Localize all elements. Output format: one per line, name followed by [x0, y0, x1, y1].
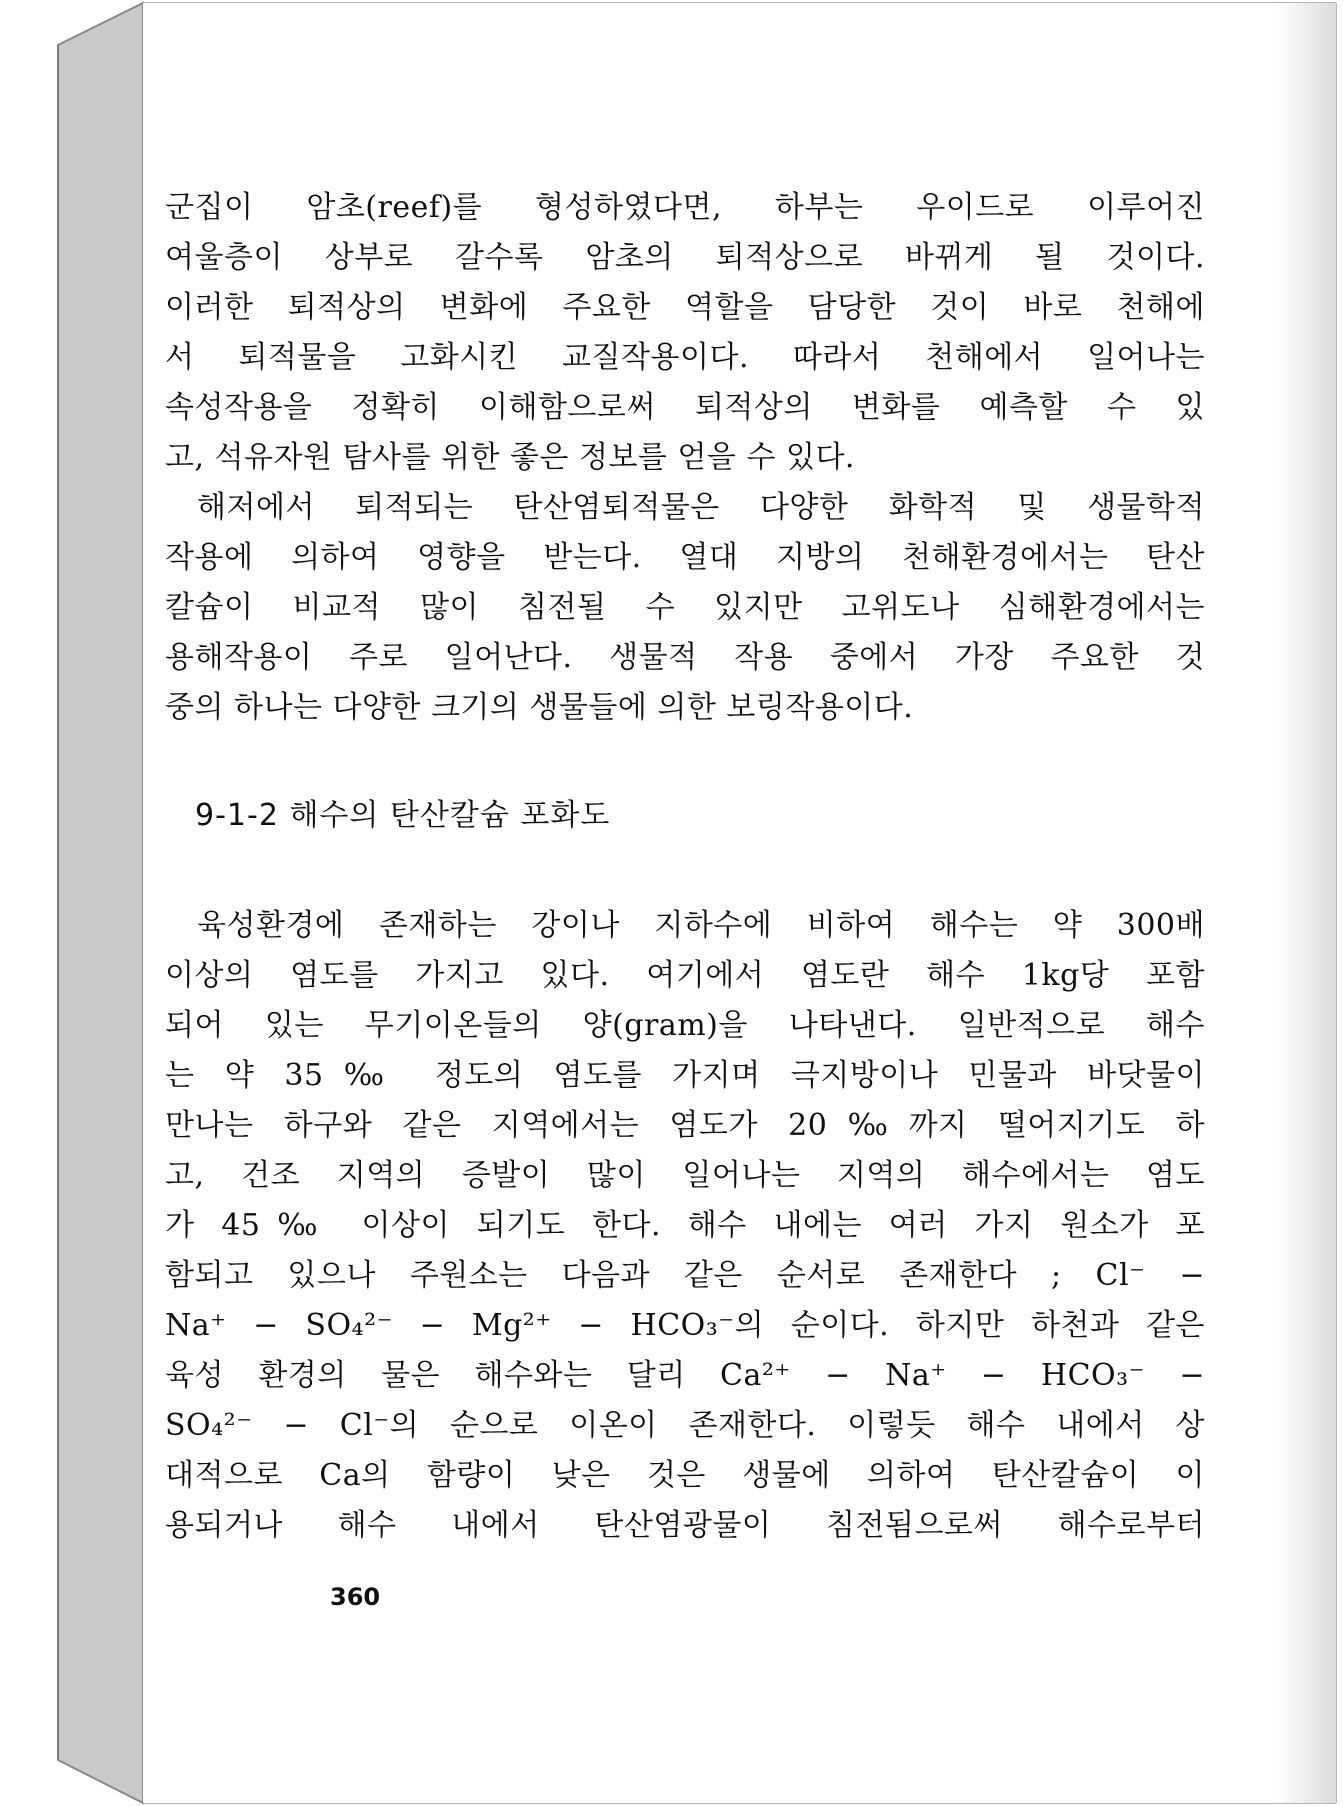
text-line: 중의 하나는 다양한 크기의 생물들에 의한 보링작용이다. — [165, 690, 914, 725]
text-line: 육성 환경의 물은 해수와는 달리 Ca²⁺ − Na⁺ − HCO₃⁻ − — [165, 1358, 1205, 1393]
page-number: 360 — [330, 1583, 381, 1611]
paragraph-3 — [165, 901, 1205, 1551]
text-line: 용해작용이 주로 일어난다. 생물적 작용 중에서 가장 주요한 것 — [165, 640, 1205, 675]
text-line: 속성작용을 정확히 이해함으로써 퇴적상의 변화를 예측할 수 있 — [165, 390, 1205, 425]
text-line: 칼슘이 비교적 많이 침전될 수 있지만 고위도나 심해환경에서는 — [165, 590, 1205, 625]
text-line: 가 45‰ 이상이 되기도 한다. 해수 내에는 여러 가지 원소가 포 — [165, 1208, 1205, 1243]
page-content — [165, 183, 1205, 1551]
section-heading: 9-1-2 해수의 탄산칼슘 포화도 — [195, 798, 611, 833]
text-line: 고, 건조 지역의 증발이 많이 일어나는 지역의 해수에서는 염도 — [165, 1158, 1205, 1193]
text-line: 만나는 하구와 같은 지역에서는 염도가 20‰까지 떨어지기도 하 — [165, 1108, 1205, 1143]
text-line: 되어 있는 무기이온들의 양(gram)을 나타낸다. 일반적으로 해수 — [165, 1008, 1205, 1043]
text-line: 대적으로 Ca의 함량이 낮은 것은 생물에 의하여 탄산칼슘이 이 — [165, 1458, 1205, 1493]
text-line: 고, 석유자원 탐사를 위한 좋은 정보를 얻을 수 있다. — [165, 440, 855, 475]
text-line: 군집이 암초(reef)를 형성하였다면, 하부는 우이드로 이루어진 — [165, 190, 1205, 225]
text-line: 육성환경에 존재하는 강이나 지하수에 비하여 해수는 약 300배 — [197, 908, 1205, 943]
text-line: 이상의 염도를 가지고 있다. 여기에서 염도란 해수 1kg당 포함 — [165, 958, 1205, 993]
text-line: 용되거나 해수 내에서 탄산염광물이 침전됨으로써 해수로부터 — [165, 1508, 1205, 1543]
text-line: 는 약 35‰ 정도의 염도를 가지며 극지방이나 민물과 바닷물이 — [165, 1058, 1205, 1093]
text-line: 여울층이 상부로 갈수록 암초의 퇴적상으로 바뀌게 될 것이다. — [165, 240, 1205, 275]
page-edge-shadow — [1276, 3, 1336, 1803]
text-line: 이러한 퇴적상의 변화에 주요한 역할을 담당한 것이 바로 천해에 — [165, 290, 1205, 325]
text-line: SO₄²⁻ − Cl⁻의 순으로 이온이 존재한다. 이렇듯 해수 내에서 상 — [165, 1408, 1205, 1443]
text-line: 작용에 의하여 영향을 받는다. 열대 지방의 천해환경에서는 탄산 — [165, 540, 1205, 575]
paragraph-1 — [165, 183, 1205, 483]
text-line: 서 퇴적물을 고화시킨 교질작용이다. 따라서 천해에서 일어나는 — [165, 340, 1205, 375]
paragraph-2 — [165, 483, 1205, 733]
text-line: 함되고 있으나 주원소는 다음과 같은 순서로 존재한다 ; Cl⁻ − — [165, 1258, 1205, 1293]
text-line: 해저에서 퇴적되는 탄산염퇴적물은 다양한 화학적 및 생물학적 — [197, 490, 1205, 525]
text-line: Na⁺ − SO₄²⁻ − Mg²⁺ − HCO₃⁻의 순이다. 하지만 하천과 같은 — [165, 1308, 1205, 1343]
